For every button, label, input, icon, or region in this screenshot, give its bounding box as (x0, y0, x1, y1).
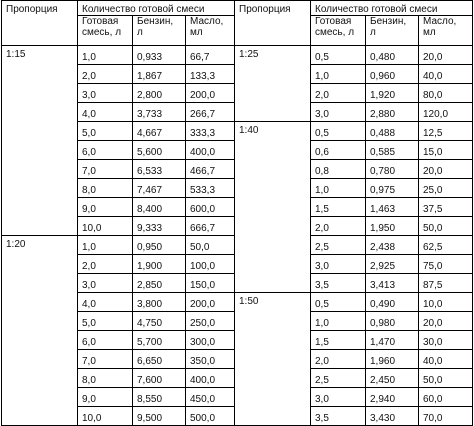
petrol-cell-right: 1,960 (366, 350, 419, 369)
oil-cell-left: 100,0 (186, 255, 235, 274)
mix-cell-left: 4,0 (78, 293, 133, 312)
oil-cell-right: 75,0 (419, 255, 473, 274)
mix-cell-left: 5,0 (78, 122, 133, 141)
header-oil-left: Масло, мл (186, 16, 235, 46)
petrol-cell-right: 3,430 (366, 407, 419, 426)
petrol-cell-left: 9,500 (133, 407, 186, 426)
proportion-cell-left: 1:15 (2, 46, 78, 236)
oil-cell-right: 87,5 (419, 274, 473, 293)
header-mix-left: Готовая смесь, л (78, 16, 133, 46)
oil-cell-left: 450,0 (186, 388, 235, 407)
oil-cell-right: 50,0 (419, 217, 473, 236)
oil-cell-left: 50,0 (186, 236, 235, 255)
petrol-cell-left: 0,933 (133, 46, 186, 65)
oil-cell-right: 60,0 (419, 388, 473, 407)
petrol-cell-right: 1,470 (366, 331, 419, 350)
oil-cell-left: 600,0 (186, 198, 235, 217)
oil-cell-right: 20,0 (419, 312, 473, 331)
mix-cell-left: 3,0 (78, 274, 133, 293)
mix-cell-left: 3,0 (78, 84, 133, 103)
petrol-cell-right: 1,920 (366, 84, 419, 103)
mix-cell-left: 8,0 (78, 179, 133, 198)
oil-cell-left: 266,7 (186, 103, 235, 122)
proportion-cell-left: 1:20 (2, 236, 78, 426)
mix-cell-right: 1,5 (311, 198, 366, 217)
oil-cell-right: 12,5 (419, 122, 473, 141)
oil-cell-left: 66,7 (186, 46, 235, 65)
mix-cell-left: 4,0 (78, 103, 133, 122)
mix-cell-right: 2,5 (311, 236, 366, 255)
mix-cell-right: 3,5 (311, 407, 366, 426)
oil-cell-left: 400,0 (186, 369, 235, 388)
petrol-cell-right: 1,950 (366, 217, 419, 236)
mix-cell-right: 1,5 (311, 331, 366, 350)
petrol-cell-right: 0,975 (366, 179, 419, 198)
header-oil-right: Масло, мл (419, 16, 473, 46)
petrol-cell-left: 5,700 (133, 331, 186, 350)
petrol-cell-right: 0,480 (366, 46, 419, 65)
mix-cell-right: 0,8 (311, 160, 366, 179)
header-proportion-right: Пропорция (235, 1, 311, 46)
mix-cell-right: 0,6 (311, 141, 366, 160)
petrol-cell-right: 0,780 (366, 160, 419, 179)
mix-cell-right: 2,5 (311, 369, 366, 388)
mix-cell-left: 7,0 (78, 160, 133, 179)
oil-cell-right: 37,5 (419, 198, 473, 217)
petrol-cell-right: 2,438 (366, 236, 419, 255)
petrol-cell-right: 3,413 (366, 274, 419, 293)
petrol-cell-right: 2,940 (366, 388, 419, 407)
mix-cell-left: 1,0 (78, 46, 133, 65)
proportion-cell-right: 1:50 (235, 293, 311, 426)
oil-cell-left: 333,3 (186, 122, 235, 141)
mix-cell-left: 9,0 (78, 198, 133, 217)
petrol-cell-left: 8,550 (133, 388, 186, 407)
mix-cell-right: 1,0 (311, 312, 366, 331)
petrol-cell-left: 1,867 (133, 65, 186, 84)
header-quantity-left: Количество готовой смеси (78, 1, 235, 16)
mix-cell-right: 1,0 (311, 65, 366, 84)
oil-cell-right: 20,0 (419, 160, 473, 179)
mix-cell-right: 3,5 (311, 274, 366, 293)
petrol-cell-left: 1,900 (133, 255, 186, 274)
petrol-cell-left: 4,667 (133, 122, 186, 141)
mix-cell-left: 2,0 (78, 65, 133, 84)
oil-cell-right: 15,0 (419, 141, 473, 160)
oil-cell-left: 150,0 (186, 274, 235, 293)
oil-cell-left: 300,0 (186, 331, 235, 350)
petrol-cell-left: 6,533 (133, 160, 186, 179)
mix-cell-left: 2,0 (78, 255, 133, 274)
oil-cell-right: 40,0 (419, 65, 473, 84)
mix-cell-left: 6,0 (78, 331, 133, 350)
oil-cell-right: 30,0 (419, 331, 473, 350)
petrol-cell-right: 0,585 (366, 141, 419, 160)
oil-cell-right: 120,0 (419, 103, 473, 122)
petrol-cell-right: 0,960 (366, 65, 419, 84)
oil-cell-left: 200,0 (186, 84, 235, 103)
header-petrol-left: Бензин, л (133, 16, 186, 46)
header-petrol-right: Бензин, л (366, 16, 419, 46)
header-mix-right: Готовая смесь, л (311, 16, 366, 46)
petrol-cell-left: 3,800 (133, 293, 186, 312)
oil-cell-left: 500,0 (186, 407, 235, 426)
petrol-cell-left: 9,333 (133, 217, 186, 236)
petrol-cell-right: 1,463 (366, 198, 419, 217)
header-proportion-left: Пропорция (2, 1, 78, 46)
oil-cell-right: 10,0 (419, 293, 473, 312)
mix-cell-left: 10,0 (78, 407, 133, 426)
oil-cell-right: 62,5 (419, 236, 473, 255)
petrol-cell-left: 2,850 (133, 274, 186, 293)
petrol-cell-left: 7,467 (133, 179, 186, 198)
petrol-cell-left: 3,733 (133, 103, 186, 122)
mix-cell-right: 0,5 (311, 122, 366, 141)
mix-cell-right: 2,0 (311, 217, 366, 236)
mix-cell-right: 0,5 (311, 46, 366, 65)
mix-cell-left: 7,0 (78, 350, 133, 369)
oil-cell-right: 25,0 (419, 179, 473, 198)
petrol-cell-right: 2,925 (366, 255, 419, 274)
oil-cell-right: 50,0 (419, 369, 473, 388)
petrol-cell-left: 0,950 (133, 236, 186, 255)
oil-cell-right: 80,0 (419, 84, 473, 103)
mix-cell-left: 10,0 (78, 217, 133, 236)
petrol-cell-left: 2,800 (133, 84, 186, 103)
mix-cell-right: 1,0 (311, 179, 366, 198)
table-row (2, 46, 473, 65)
mix-cell-right: 2,0 (311, 84, 366, 103)
petrol-cell-left: 4,750 (133, 312, 186, 331)
petrol-cell-right: 2,450 (366, 369, 419, 388)
mix-cell-left: 9,0 (78, 388, 133, 407)
petrol-cell-left: 8,400 (133, 198, 186, 217)
header-row-1 (2, 1, 473, 16)
oil-cell-left: 250,0 (186, 312, 235, 331)
mix-cell-left: 5,0 (78, 312, 133, 331)
oil-cell-left: 200,0 (186, 293, 235, 312)
mix-cell-right: 3,0 (311, 103, 366, 122)
mix-cell-left: 8,0 (78, 369, 133, 388)
oil-cell-left: 350,0 (186, 350, 235, 369)
oil-cell-left: 400,0 (186, 141, 235, 160)
proportion-cell-right: 1:40 (235, 122, 311, 293)
oil-cell-left: 666,7 (186, 217, 235, 236)
proportion-cell-right: 1:25 (235, 46, 311, 122)
oil-cell-right: 70,0 (419, 407, 473, 426)
oil-cell-left: 533,3 (186, 179, 235, 198)
petrol-cell-right: 0,488 (366, 122, 419, 141)
oil-cell-right: 20,0 (419, 46, 473, 65)
petrol-cell-left: 5,600 (133, 141, 186, 160)
petrol-cell-right: 0,490 (366, 293, 419, 312)
mix-cell-right: 3,0 (311, 255, 366, 274)
petrol-cell-right: 0,980 (366, 312, 419, 331)
table-body (2, 1, 473, 426)
petrol-cell-left: 6,650 (133, 350, 186, 369)
mix-cell-left: 1,0 (78, 236, 133, 255)
fuel-oil-mix-table (1, 0, 473, 426)
mix-cell-right: 3,0 (311, 388, 366, 407)
oil-cell-right: 40,0 (419, 350, 473, 369)
mix-cell-right: 2,0 (311, 350, 366, 369)
oil-cell-left: 133,3 (186, 65, 235, 84)
oil-cell-left: 466,7 (186, 160, 235, 179)
mix-cell-left: 6,0 (78, 141, 133, 160)
petrol-cell-right: 2,880 (366, 103, 419, 122)
petrol-cell-left: 7,600 (133, 369, 186, 388)
header-quantity-right: Количество готовой смеси (311, 1, 473, 16)
mix-cell-right: 0,5 (311, 293, 366, 312)
